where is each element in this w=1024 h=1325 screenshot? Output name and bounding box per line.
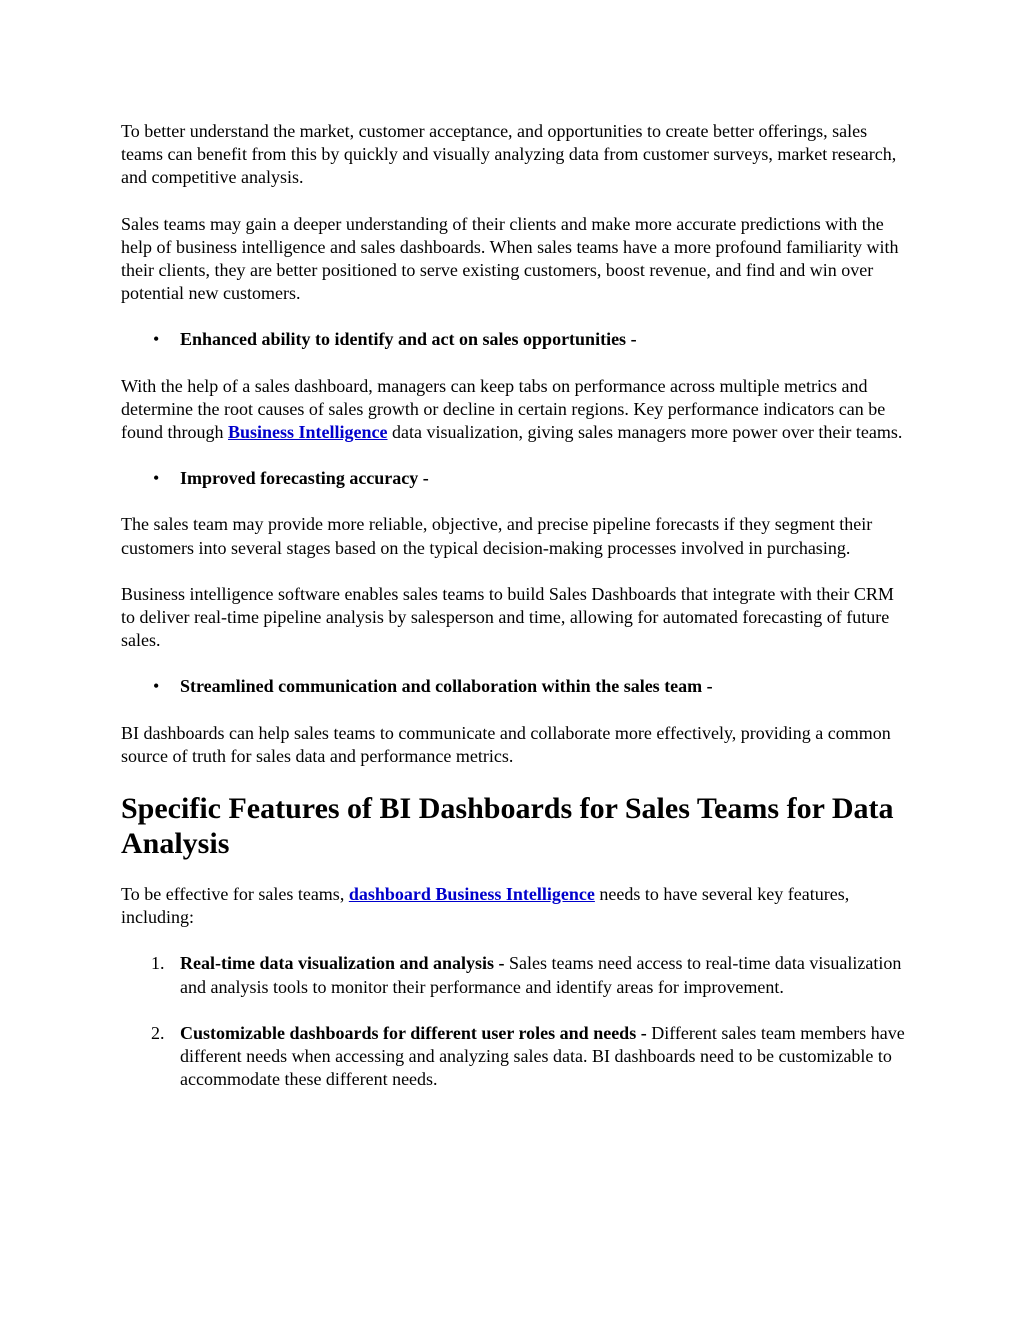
feature-title: Customizable dashboards for different user roles and needs - bbox=[180, 1022, 647, 1043]
communication-paragraph: BI dashboards can help sales teams to communicate and collaborate more effectively, providing a common source of truth for sales data and performance metrics. bbox=[121, 722, 891, 766]
feature-title: Real-time data visualization and analysis - bbox=[180, 953, 505, 974]
intro-paragraph-2: Sales teams may gain a deeper understanding of their clients and make more accurate predictions with the help of business intelligence and sales dashboards. When sales teams have a more profound familiarity with their clients, they are better positioned to serve existing customers, boost revenue, and find and win over potential new customers. bbox=[121, 213, 899, 304]
bullet-item-forecasting bbox=[121, 467, 911, 490]
intro-paragraph-1: To better understand the market, customer acceptance, and opportunities to create better offerings, sales teams can benefit from this by quickly and visually analyzing data from customer surveys, market research, and competitive analysis. bbox=[121, 121, 897, 188]
feature-text bbox=[180, 952, 911, 998]
list-number: 2. bbox=[151, 1022, 165, 1043]
document-page bbox=[121, 120, 911, 1114]
feature-description: Sales teams need access to real-time data visualization and analysis tools to monitor their performance and identify areas for improvement. bbox=[180, 953, 902, 997]
dashboard-business-intelligence-link[interactable]: dashboard Business Intelligence bbox=[348, 884, 595, 905]
paragraph-text: needs to have several key features, including: bbox=[121, 884, 850, 928]
forecasting-paragraph-1: The sales team may provide more reliable, objective, and precise pipeline forecasts if they segment their customers into several stages based on the typical decision-making processes involved in purchasing. bbox=[121, 514, 873, 558]
section-heading: Specific Features of BI Dashboards for Sales Teams for Data Analysis bbox=[121, 792, 894, 861]
bullet-item-communication bbox=[121, 675, 911, 698]
forecasting-paragraph-2: Business intelligence software enables sales teams to build Sales Dashboards that integrate with their CRM to deliver real-time pipeline analysis by salesperson and time, allowing for automated forecasting of future sales. bbox=[121, 583, 894, 651]
features-intro-paragraph bbox=[121, 883, 911, 929]
feature-item-customizable bbox=[121, 1022, 911, 1092]
list-number: 1. bbox=[151, 953, 165, 974]
bullet-text: Streamlined communication and collaboration within the sales team - bbox=[180, 676, 713, 697]
feature-description: Different sales team members have different needs when accessing and analyzing sales data. BI dashboards need to be customizable to accommodate these different needs. bbox=[180, 1022, 905, 1090]
paragraph-text: To be effective for sales teams, bbox=[121, 884, 349, 905]
paragraph-text: data visualization, giving sales managers more power over their teams. bbox=[387, 422, 903, 443]
feature-text bbox=[180, 1022, 911, 1092]
business-intelligence-link[interactable]: Business Intelligence bbox=[228, 422, 388, 443]
bullet-text: Enhanced ability to identify and act on sales opportunities - bbox=[180, 329, 637, 350]
feature-item-realtime bbox=[121, 952, 911, 998]
bullet-icon: • bbox=[153, 329, 160, 350]
sales-opportunities-paragraph bbox=[121, 375, 911, 445]
bullet-text: Improved forecasting accuracy - bbox=[180, 468, 429, 489]
bullet-item-sales-opportunities bbox=[121, 328, 911, 351]
bullet-icon: • bbox=[153, 468, 160, 489]
paragraph-text: With the help of a sales dashboard, managers can keep tabs on performance across multiple metrics and determine the root causes of sales growth or decline in certain regions. Key performance indicators can be found through bbox=[121, 375, 886, 443]
bullet-icon: • bbox=[153, 676, 160, 697]
